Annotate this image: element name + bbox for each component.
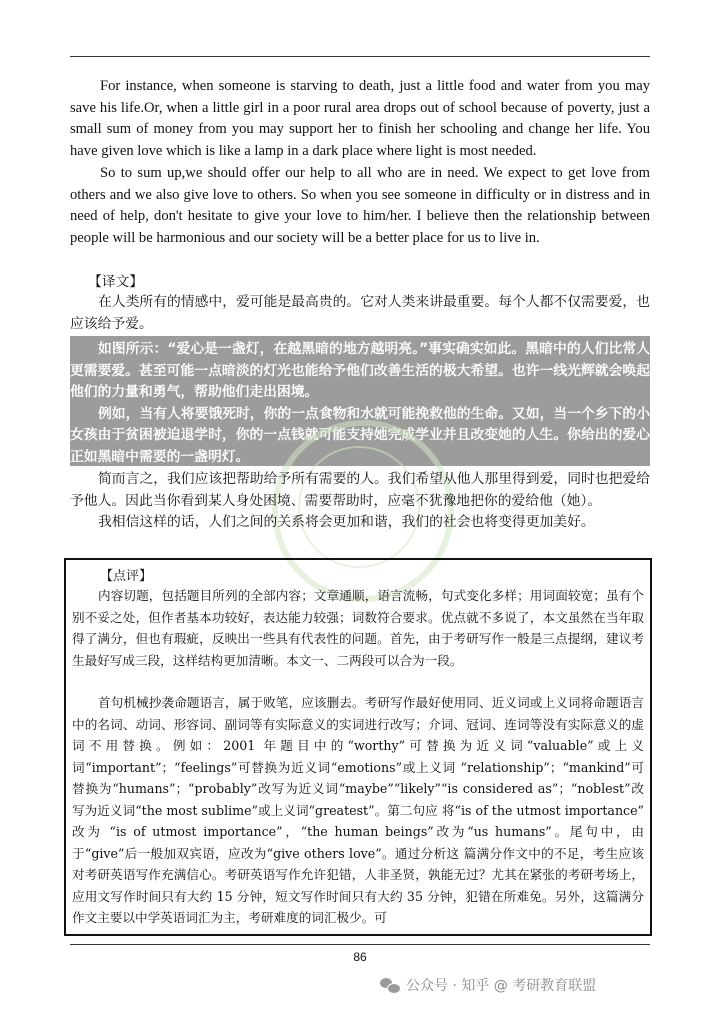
review-heading: 【点评】 — [100, 569, 153, 584]
page-number: 86 — [353, 950, 367, 964]
essay-paragraph-1: For instance, when someone is starving to death, just a little food and water from you may save his life.Or, when a little girl in a poor rural area drops out of school because of poverty, just a small sum of money from you may support her to finish her schooling and change her life. You have given love which is like a lamp in a dark place where light is most needed. — [70, 78, 650, 159]
translation-heading: 【译文】 — [88, 274, 144, 290]
header-rule — [70, 56, 650, 57]
translation-paragraph-3: 例如，当有人将要饿死时，你的一点食物和水就可能挽救他的生命。又如，当一个乡下的小女孩由于贫困被迫退学时，你的一点钱就可能支持她完成学业并且改变她的人生。你给出的爱心正如黑暗中需要的一盏明灯。 — [70, 405, 650, 465]
wechat-icon — [380, 977, 400, 993]
footer-credit — [380, 975, 596, 995]
footer-rule — [70, 944, 650, 945]
essay-paragraph-2: So to sum up,we should offer our help to all who are in need. We expect to get love from others and we also give love to others. So when you see someone in difficulty or in distress and in need of help, don't hesitate to give your love to him/her. I believe then the relationship between people will be harmonious and our society will be a better place for us to live in. — [70, 165, 650, 246]
review-paragraph-1: 内容切题，包括题目所列的全部内容；文章通顺，语言流畅，句式变化多样；用词面较宽；虽有个别不妥之处，但作者基本功较好，表达能力较强；词数符合要求。优点就不多说了，本文虽然在当年取得了满分，但也有瑕疵，反映出一些具有代表性的问题。首先，由于考研写作一般是三点提纲，建议考生最好写成三段，这样结构更加清晰。本文一、二两段可以合为一段。 — [72, 588, 644, 668]
footer-text: 公众号 · 知乎 @ 考研教育联盟 — [406, 978, 597, 994]
translation-paragraph-1: 在人类所有的情感中，爱可能是最高贵的。它对人类来讲最重要。每个人都不仅需要爱，也应该给予爱。 — [70, 294, 650, 332]
translation-paragraph-2: 如图所示：“爱心是一盏灯，在越黑暗的地方越明亮。”事实确实如此。黑暗中的人们比常人更需要爱。甚至可能一点暗淡的灯光也能给予他们改善生活的极大希望。也许一线光辉就会唤起他们的力量和勇气，帮助他们走出困境。 — [70, 341, 650, 400]
review-paragraph-2: 首句机械抄袭命题语言，属于败笔，应该删去。考研写作最好使用同、近义词或上义词将命题语言中的名词、动词、形容词、副词等有实际意义的实词进行改写；介词、冠词、连词等没有实际意义的虚词不用替换。例如：2001 年题目中的“worthy”可替换为近义词“valuable”或上义词“important”；“feelings”可替换为近义词“emotions”或上义词 “relationship”；“mankind”可替换为“humans”；“probably”改写为近义词“maybe”“likely”“is considered as”；“noblest”改写为近义词“the most sublime”或上义词“greatest”。第二句应 将“is of the utmost importance” 改为 “is of utmost importance”，“the human beings”改为“us humans”。尾句中，由于“give”后一般加双宾语，应改为“give others love”。通过分析这 篇满分作文中的不足，考生应该对考研英语写作充满信心。考研英语写作允许犯错，人非圣贤，孰能无过？尤其在紧张的考研考场上，应用文写作时间只有大约 15 分钟，短文写作时间只有大约 35 分钟，犯错在所难免。另外，这篇满分作文主要以中学英语词汇为主，考研难度的词汇极少。可 — [72, 695, 644, 925]
translation-paragraph-5: 我相信这样的话，人们之间的关系将会更加和谐，我们的社会也将变得更加美好。 — [98, 514, 595, 530]
translation-conclusion — [70, 469, 650, 534]
translation-paragraph-4: 简而言之，我们应该把帮助给予所有需要的人。我们希望从他人那里得到爱，同时也把爱给予他人。因此当你看到某人身处困境、需要帮助时，应毫不犹豫地把你的爱给他（她）。 — [70, 471, 650, 509]
